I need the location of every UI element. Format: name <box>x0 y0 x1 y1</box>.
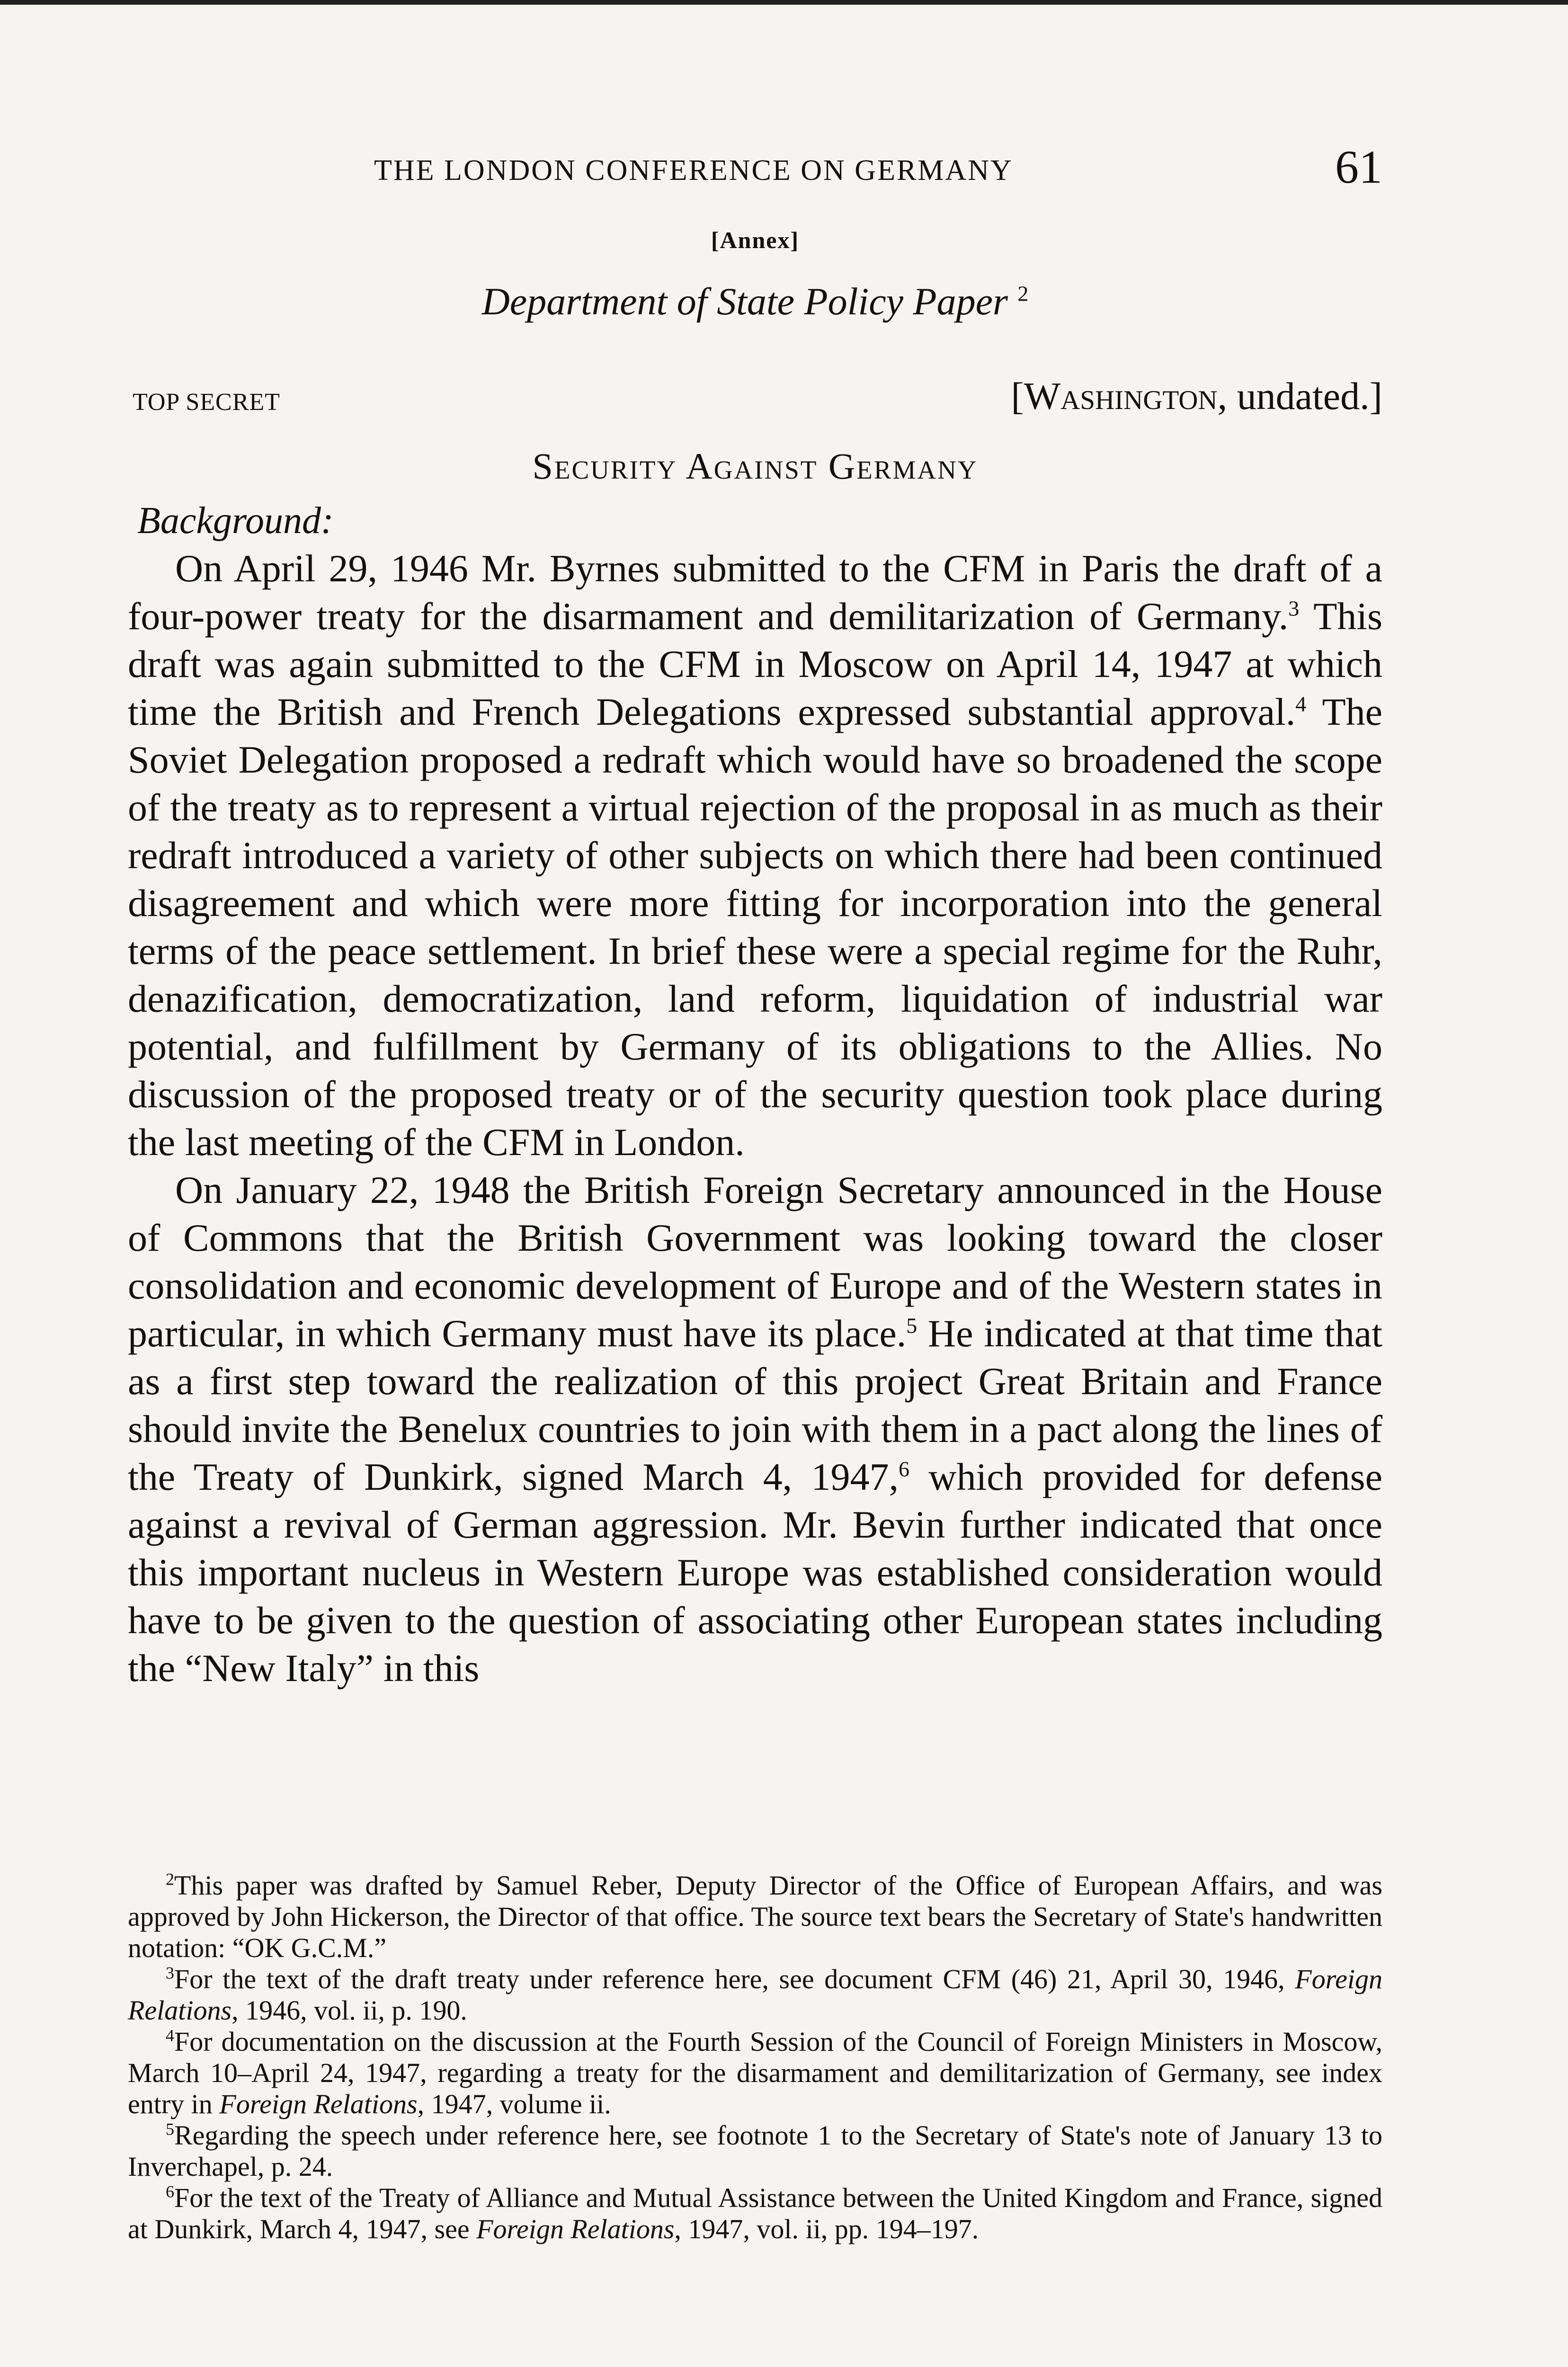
paragraph-2-part-1: On January 22, 1948 the British Foreign Secretary announced in the House of Commons that the British Government was looking toward the closer consolidation and economic development of Europe and of the Western states in particular, in which Germany must have its place. <box>128 1168 1382 1355</box>
footnote-4-text-a: For documentation on the discussion at the Fourth Session of the Council of Foreign Ministers in Moscow, March 10–April 24, 1947, regarding a treaty for the disarmament and demilitarization of Germany, see index entry in <box>128 2026 1382 2119</box>
footnote-5-number: 5 <box>166 2119 174 2139</box>
paragraph-2-part-3: which provided for defense against a revival of German aggression. Mr. Bevin further indicated that once this important nucleus in Western Europe was established consideration would have to be given to the question of associating other European states including the “New Italy” in this <box>128 1455 1382 1690</box>
section-title: Security Against Germany <box>532 445 978 487</box>
footnote-4-number: 4 <box>166 2026 174 2045</box>
document-title-text: Department of State Policy Paper <box>481 280 1008 323</box>
document-title <box>128 279 1382 324</box>
footnote-6-italic: Foreign Relations <box>476 2214 675 2244</box>
footnote-4-text-b: , 1947, volume ii. <box>417 2089 611 2119</box>
annex-label: [Annex] <box>711 227 800 253</box>
page-number: 61 <box>1335 141 1382 193</box>
footnote-6-text-a: For the text of the Treaty of Alliance and Mutual Assistance between the United Kingdom and France, signed at Dunkirk, March 4, 1947, see <box>128 2182 1382 2244</box>
footnote-ref-6: 6 <box>898 1457 909 1481</box>
footnote-4 <box>128 2026 1382 2120</box>
dateline-rest: , undated.] <box>1217 374 1382 418</box>
footnote-6-number: 6 <box>166 2182 174 2201</box>
body-text <box>128 544 1382 1692</box>
footnote-3-italic: Foreign Relations <box>128 1964 1382 2026</box>
paragraph-1-part-2: This draft was again submitted to the CFM in Moscow on April 14, 1947 at which time the British and French Delegations expressed substantial approval. <box>128 595 1382 733</box>
paragraph-1 <box>128 544 1382 1166</box>
running-head <box>128 140 1382 206</box>
footnote-3 <box>128 1964 1382 2026</box>
paragraph-1-part-1: On April 29, 1946 Mr. Byrnes submitted to the CFM in Paris the draft of a four-power treaty for the disarmament and demilitarization of Germany. <box>128 547 1382 638</box>
footnote-3-number: 3 <box>166 1963 174 1983</box>
footnote-5-text: Regarding the speech under reference here, see footnote 1 to the Secretary of State's note of January 13 to Inverchapel, p. 24. <box>128 2120 1382 2182</box>
footnotes <box>128 1870 1382 2245</box>
dateline <box>1011 374 1382 418</box>
top-edge-rule <box>0 0 1568 5</box>
running-title: THE LONDON CONFERENCE ON GERMANY <box>374 154 1013 187</box>
footnote-6 <box>128 2182 1382 2245</box>
footnote-2-text: This paper was drafted by Samuel Reber, Deputy Director of the Office of European Affairs, and was approved by John Hickerson, the Director of that office. The source text bears the Secretary of State's handwritten notation: “OK G.C.M.” <box>128 1870 1382 1963</box>
footnote-3-text-a: For the text of the draft treaty under reference here, see document CFM (46) 21, April 30, 1946, <box>174 1964 1295 1994</box>
paragraph-1-part-3: The Soviet Delegation proposed a redraft which would have so broadened the scope of the treaty as to represent a virtual rejection of the proposal in as much as their redraft introduced a variety of other subjects on which there had been continued disagreement and which were more fitting for incorporation into the general terms of the peace settlement. In brief these were a special regime for the Ruhr, denazification, democratization, land reform, liquidation of industrial war potential, and fulfillment by Germany of its obligations to the Allies. No discussion of the proposed treaty or of the security question took place during the last meeting of the CFM in London. <box>128 690 1382 1164</box>
footnote-ref-5: 5 <box>906 1313 918 1338</box>
footnote-2-number: 2 <box>166 1869 174 1889</box>
footnote-ref-4: 4 <box>1295 692 1307 716</box>
footnote-6-text-b: , 1947, vol. ii, pp. 194–197. <box>674 2214 979 2244</box>
document-meta <box>128 374 1382 426</box>
paragraph-2 <box>128 1166 1382 1692</box>
footnote-ref-3: 3 <box>1288 596 1300 621</box>
background-label: Background: <box>137 500 334 542</box>
footnote-2 <box>128 1870 1382 1964</box>
footnote-4-italic: Foreign Relations <box>219 2089 418 2119</box>
classification-marking: TOP SECRET <box>133 389 280 416</box>
dateline-place: Washington <box>1024 374 1218 418</box>
footnote-5 <box>128 2120 1382 2182</box>
footnote-ref-2: 2 <box>1017 281 1029 306</box>
footnote-3-text-b: , 1946, vol. ii, p. 190. <box>232 1995 467 2026</box>
dateline-open: [ <box>1011 374 1024 418</box>
paragraph-2-part-2: He indicated at that time that as a first step toward the realization of this project Great Britain and France should invite the Benelux countries to join with them in a pact along the lines of the Treaty of Dunkirk, signed March 4, 1947, <box>128 1312 1382 1498</box>
